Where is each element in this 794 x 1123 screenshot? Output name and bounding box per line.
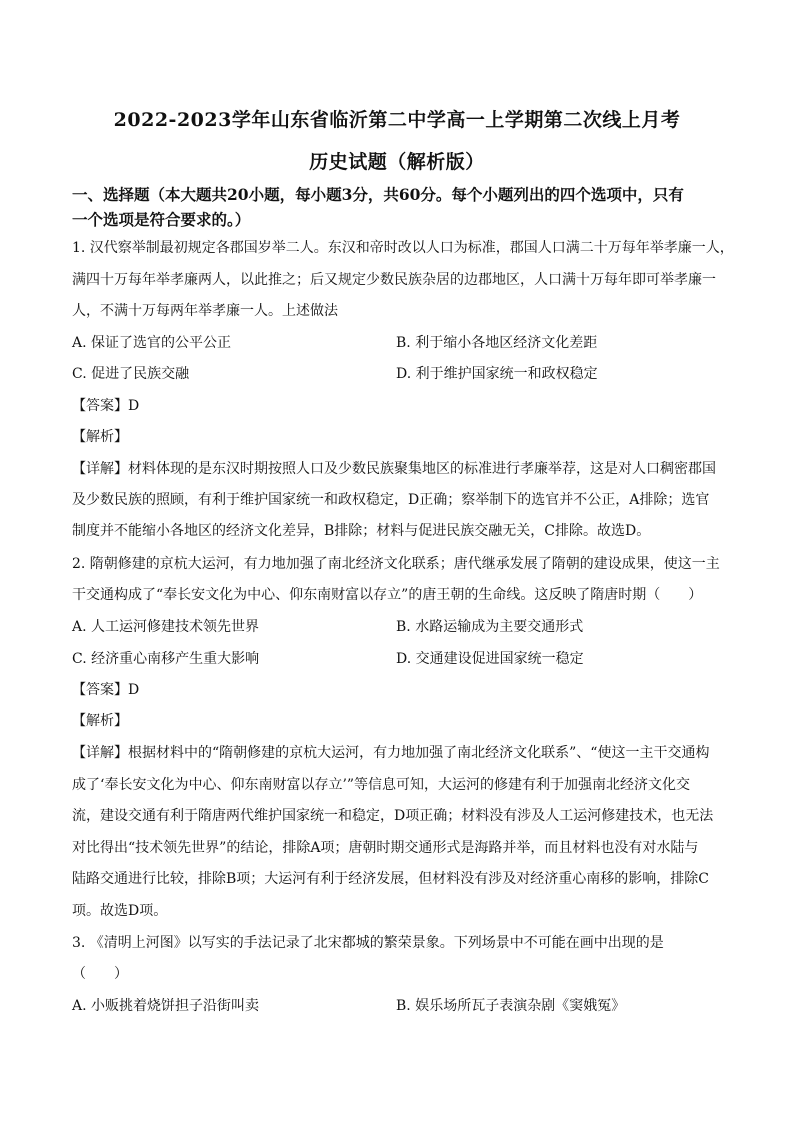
- q1-stem-line-3: 人，不满十万每两年举孝廉一人。上述做法: [72, 303, 338, 319]
- q2-answer: 【答案】D: [72, 682, 140, 698]
- q1-detail-line-1: 【详解】材料体现的是东汉时期按照人口及少数民族聚集地区的标准进行孝廉举荐，这是对人口稠密郡国: [72, 461, 716, 477]
- q3-stem-line-1: 3. 《清明上河图》以写实的手法记录了北宋都城的繁荣景象。下列场景中不可能在画中出现的是: [72, 935, 664, 951]
- q2-option-b: B. 水路运输成为主要交通形式: [396, 619, 584, 635]
- section-heading-line-2: 一个选项是符合要求的。）: [72, 210, 251, 229]
- q2-detail-line-4: 对比得出“技术领先世界”的结论，排除A项；唐朝时期交通形式是海路并举，而且材料也没有对水陆与: [72, 840, 699, 856]
- q2-detail-line-1: 【详解】根据材料中的“隋朝修建的京杭大运河，有力地加强了南北经济文化联系”、“使这一主干交通构: [72, 745, 710, 761]
- q2-detail-line-5: 陆路交通进行比较，排除B项；大运河有利于经济发展，但材料没有涉及对经济重心南移的影响，排除C: [72, 871, 709, 887]
- document-title: 2022-2023学年山东省临沂第二中学高一上学期第二次线上月考: [113, 109, 681, 131]
- q2-stem-line-2: 干交通构成了“奉长安文化为中心、仰东南财富以存立”的唐王朝的生命线。这反映了隋唐时期（ ）: [72, 587, 703, 603]
- q2-stem-line-1: 2. 隋朝修建的京杭大运河，有力地加强了南北经济文化联系；唐代继承发展了隋朝的建设成果，使这一主: [72, 556, 720, 572]
- q1-analysis-label: 【解析】: [72, 429, 128, 445]
- q1-answer: 【答案】D: [72, 398, 140, 414]
- q2-detail-line-6: 项。故选D项。: [72, 903, 168, 919]
- q1-option-a: A. 保证了选官的公平公正: [72, 335, 232, 351]
- q1-option-b: B. 利于缩小各地区经济文化差距: [396, 335, 598, 351]
- q1-option-d: D. 利于维护国家统一和政权稳定: [396, 366, 598, 382]
- q3-stem-line-2: （ ）: [72, 966, 128, 982]
- document-subtitle: 历史试题（解析版）: [309, 151, 485, 173]
- q1-detail-line-2: 及少数民族的照顾，有利于维护国家统一和政权稳定，D正确；察举制下的选官并不公正，A排除；选官: [72, 492, 710, 508]
- q2-option-a: A. 人工运河修建技术领先世界: [72, 619, 260, 635]
- q2-option-d: D. 交通建设促进国家统一稳定: [396, 651, 584, 667]
- q2-analysis-label: 【解析】: [72, 713, 128, 729]
- q2-option-c: C. 经济重心南移产生重大影响: [72, 651, 260, 667]
- q1-option-c: C. 促进了民族交融: [72, 366, 190, 382]
- section-heading-line-1: 一、选择题（本大题共20小题，每小题3分，共60分。每个小题列出的四个选项中，只有: [72, 185, 684, 204]
- q1-stem-line-1: 1. 汉代察举制最初规定各郡国岁举二人。东汉和帝时改以人口为标准，郡国人口满二十万每年举孝廉一人，: [72, 240, 734, 256]
- q3-option-a: A. 小贩挑着烧饼担子沿街叫卖: [72, 998, 260, 1014]
- q1-detail-line-3: 制度并不能缩小各地区的经济文化差异，B排除；材料与促进民族交融无关，C排除。故选D。: [72, 523, 651, 539]
- q1-stem-line-2: 满四十万每年举孝廉两人，以此推之；后又规定少数民族杂居的边郡地区，人口满十万每年即可举孝廉一: [72, 272, 716, 288]
- q2-detail-line-2: 成了‘奉长安文化为中心、仰东南财富以存立’”等信息可知，大运河的修建有利于加强南北经济文化交: [72, 777, 691, 793]
- q2-detail-line-3: 流，建设交通有利于隋唐两代维护国家统一和稳定，D项正确；材料没有涉及人工运河修建技术，也无法: [72, 808, 714, 824]
- q3-option-b: B. 娱乐场所瓦子表演杂剧《窦娥冤》: [396, 998, 626, 1014]
